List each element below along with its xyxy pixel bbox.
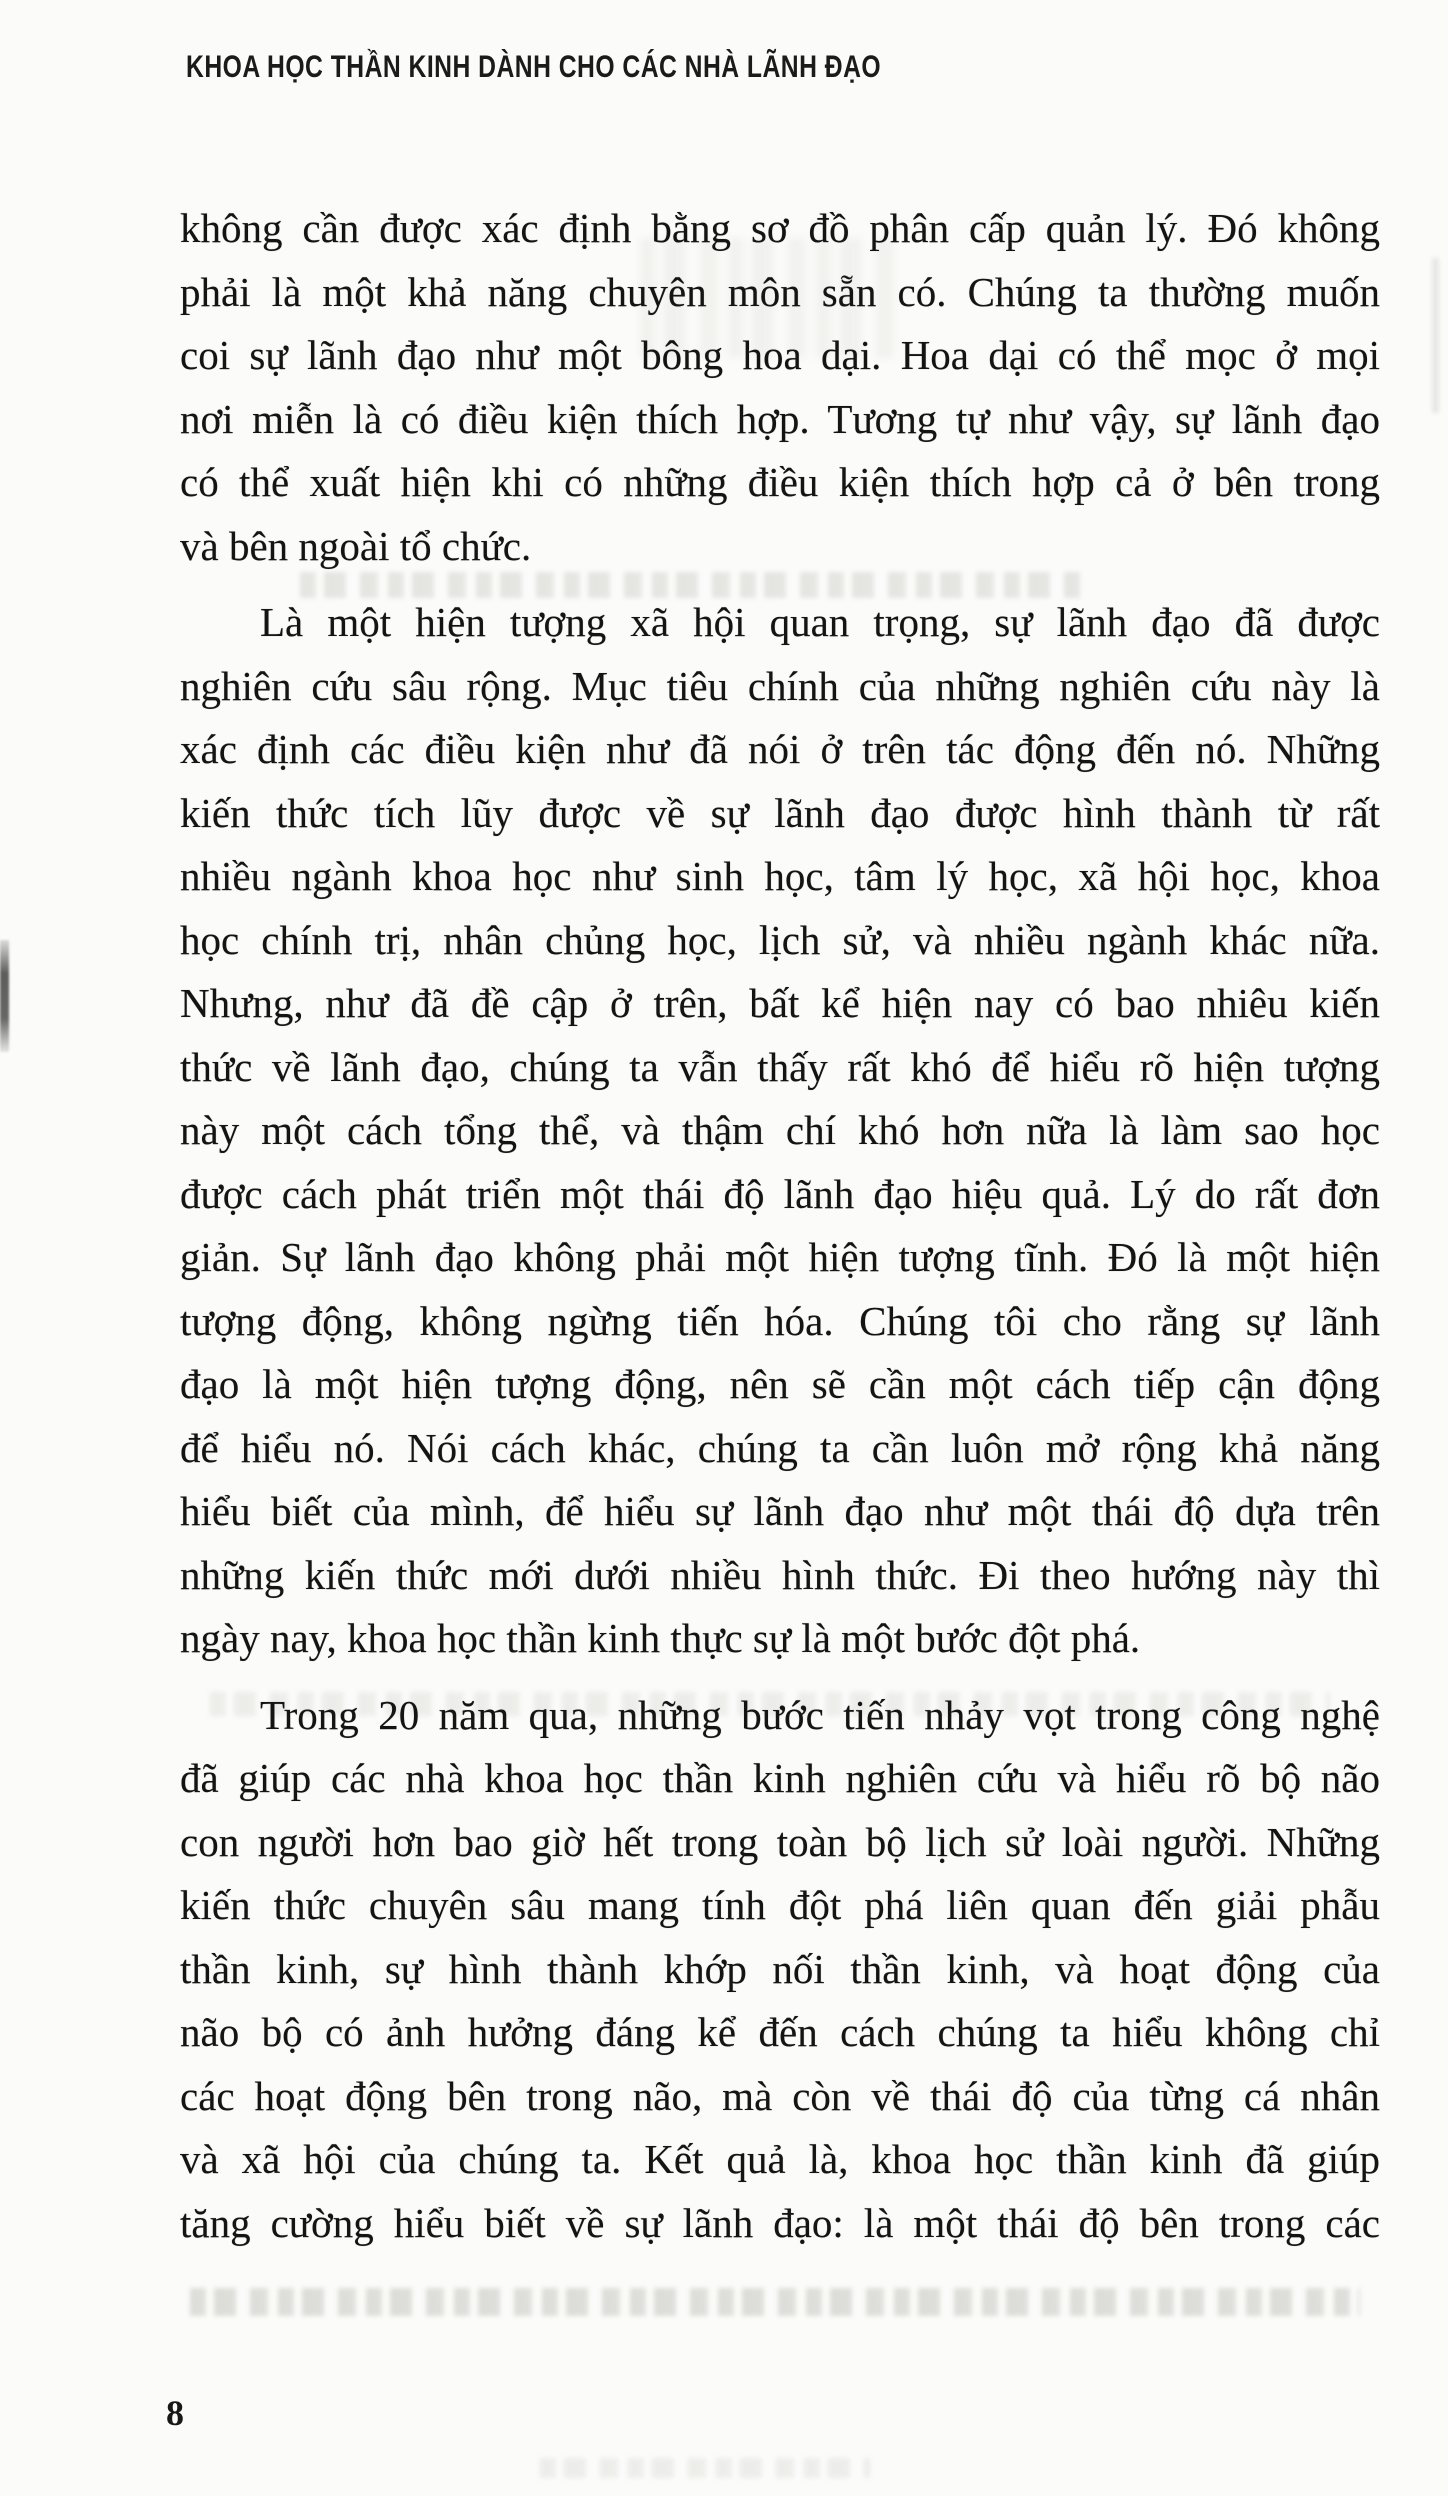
text-line: thần kinh, sự hình thành khớp nối thần kinh, và hoạt động của [180,1945,1380,1992]
text-line: nghiên cứu sâu rộng. Mục tiêu chính của những nghiên cứu này là [180,662,1380,709]
paragraph [180,591,1380,1671]
text-line: không cần được xác định bằng sơ đồ phân cấp quản lý. Đó không [180,205,1380,251]
text-line: đã giúp các nhà khoa học thần kinh nghiên cứu và hiểu rõ bộ não [180,1755,1380,1801]
text-line: các hoạt động bên trong não, mà còn về thái độ của từng cá nhân [180,2072,1380,2119]
text-line: phải là một khả năng chuyên môn sẵn có. Chúng ta thường muốn [180,268,1380,315]
text-line: Trong 20 năm qua, những bước tiến nhảy vọt trong công nghệ [260,1691,1380,1738]
text-line: tượng động, không ngừng tiến hóa. Chúng tôi cho rằng sự lãnh [180,1297,1380,1344]
text-line: con người hơn bao giờ hết trong toàn bộ lịch sử loài người. Những [180,1818,1380,1865]
text-line: được cách phát triển một thái độ lãnh đạo hiệu quả. Lý do rất đơn [180,1170,1380,1217]
text-line: giản. Sự lãnh đạo không phải một hiện tượng tĩnh. Đó là một hiện [180,1234,1380,1280]
text-line: nhiều ngành khoa học như sinh học, tâm lý học, xã hội học, khoa [180,853,1380,899]
scan-edge-mark [0,940,9,1052]
text-line: và bên ngoài tổ chức. [180,522,532,569]
body-text [180,197,1380,2255]
text-line: đạo là một hiện tượng động, nên sẽ cần một cách tiếp cận động [180,1361,1380,1407]
text-line: thức về lãnh đạo, chúng ta vẫn thấy rất khó để hiểu rõ hiện tượng [180,1043,1380,1090]
text-line: này một cách tổng thể, và thậm chí khó hơn nữa là làm sao học [180,1107,1380,1153]
text-line: có thể xuất hiện khi có những điều kiện thích hợp cả ở bên trong [180,459,1380,505]
text-line: để hiểu nó. Nói cách khác, chúng ta cần luôn mở rộng khả năng [180,1424,1380,1471]
page-number: 8 [166,2393,184,2433]
text-line: ngày nay, khoa học thần kinh thực sự là một bước đột phá. [180,1615,1141,1661]
text-line: Nhưng, như đã đề cập ở trên, bất kể hiện nay có bao nhiêu kiến [180,980,1380,1026]
text-line: kiến thức chuyên sâu mang tính đột phá liên quan đến giải phẫu [180,1882,1380,1928]
paragraph [180,197,1380,578]
text-line: xác định các điều kiện như đã nói ở trên tác động đến nó. Những [180,726,1380,772]
text-line: nơi miễn là có điều kiện thích hợp. Tương tự như vậy, sự lãnh đạo [180,395,1380,442]
text-line: Là một hiện tượng xã hội quan trọng, sự lãnh đạo đã được [260,599,1380,645]
scan-edge-smear [1432,258,1439,413]
paragraph [180,1684,1380,2256]
text-line: những kiến thức mới dưới nhiều hình thức. Đi theo hướng này thì [180,1551,1380,1598]
text-line: tăng cường hiểu biết về sự lãnh đạo: là một thái độ bên trong các [180,2199,1380,2246]
text-line: và xã hội của chúng ta. Kết quả là, khoa học thần kinh đã giúp [180,2136,1380,2182]
text-line: hiểu biết của mình, để hiểu sự lãnh đạo như một thái độ dựa trên [180,1488,1380,1534]
text-line: học chính trị, nhân chủng học, lịch sử, và nhiều ngành khác nữa. [180,916,1380,963]
text-line: coi sự lãnh đạo như một bông hoa dại. Hoa dại có thể mọc ở mọi [180,332,1380,378]
bleed-through-artifact [540,2458,870,2478]
text-line: não bộ có ảnh hưởng đáng kể đến cách chúng ta hiểu không chỉ [180,2009,1380,2055]
text-line: kiến thức tích lũy được về sự lãnh đạo được hình thành từ rất [180,789,1380,836]
running-header: KHOA HỌC THẦN KINH DÀNH CHO CÁC NHÀ LÃNH ĐẠO [186,48,882,84]
bleed-through-artifact [190,2288,1360,2316]
